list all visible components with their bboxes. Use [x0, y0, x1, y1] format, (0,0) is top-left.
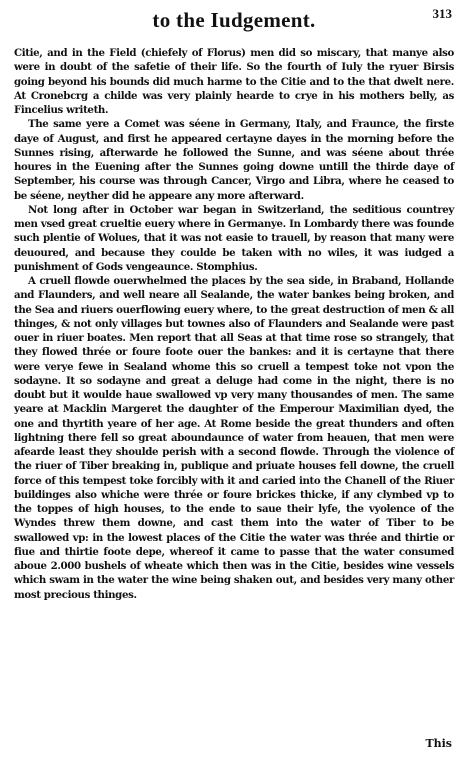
paragraph-2: The same yere a Comet was séene in Germany, Italy, and Fraunce, the firste daye of August, and first he appeared certayne dayes in the morning before the Sunnes rising, afterwarde he followed the Sunne, and was séene about thrée houres in the Euening after the Sunnes going downe untill the thirde daye of September, his course was through Cancer, Virgo and Libra, where he ceased to be séene, neyther did he appeare any more afterward.	[14, 118, 454, 202]
paragraph-1: Citie, and in the Field (chiefely of Florus) men did so miscary, that manye also were in doubt of the safetie of their life. So the fourth of Iuly the ryuer Birsis going beyond his bounds did much harme to the Citie and to the that dwelt nere. At Cronebcrg a childe was very plainly hearde to crye in his mothers belly, as Fincelius writeth.	[14, 47, 454, 116]
page-number: 313	[432, 6, 452, 21]
page-header	[0, 4, 468, 38]
paragraph-3: Not long after in October war began in Switzerland, the seditious countrey men vsed great crueltie euery where in Germanye. In Lombardy there was founde such plentie of Wolues, that it was not easie to trauell, by reason that many were deuoured, and because they coulde be taken with no wiles, it was iudged a punishment of Gods vengeaunce. Stomphius.	[14, 203, 454, 273]
body-text	[14, 46, 454, 602]
running-title: to the Iudgement.	[152, 8, 316, 32]
paragraph-4: A cruell flowde ouerwhelmed the places by the sea side, in Braband, Hollande and Flaunders, and well neare all Sealande, the water bankes being broken, and the Sea and riuers ouerflowing euery where, to the great destruction of men & all thinges, & not only villages but townes also of Flaunders and Sealande were past ouer in riuer boates. Men report that all Seas at that time rose so strangely, that they flowed thrée or foure foote ouer the bankes: and it is certayne that there were verye fewe in Sealand whome this so cruell a tempest toke not vpon the sodayne. It so sodayne and great a deluge had come in the night, there is no doubt but it woulde haue swallowed vp very many thousandes of men. The same yeare at Macklin Margeret the daughter of the Emperour Maximilian dyed, the one and thyrtith yeare of her age. At Rome beside the great thunders and often lightning there fell so great aboundaunce of water from heauen, that men were afearde least they shoulde perish with a second flowde. Through the violence of the riuer of Tiber breaking in, publique and priuate houses fell downe, the cruell force of this tempest toke forcibly with it and caried into the Chanell of the Riuer buildinges also whiche were thrée or foure brickes thicke, if any clymbed vp to the toppes of high houses, to the ende to saue their lyfe, the vyolence of the Wyndes threw them downe, and cast them into the water of Tiber to be swallowed vp: in the lowest places of the Citie the water was thrée and thirtie or fiue and thirtie foote depe, whereof it came to passe that the water consumed aboue 2.000 bushels of wheate which then was in the Citie, besides wine vessels which swam in the water the wine being shaken out, and besides very many other most precious thinges.	[14, 275, 454, 601]
catchword: This	[425, 737, 452, 750]
